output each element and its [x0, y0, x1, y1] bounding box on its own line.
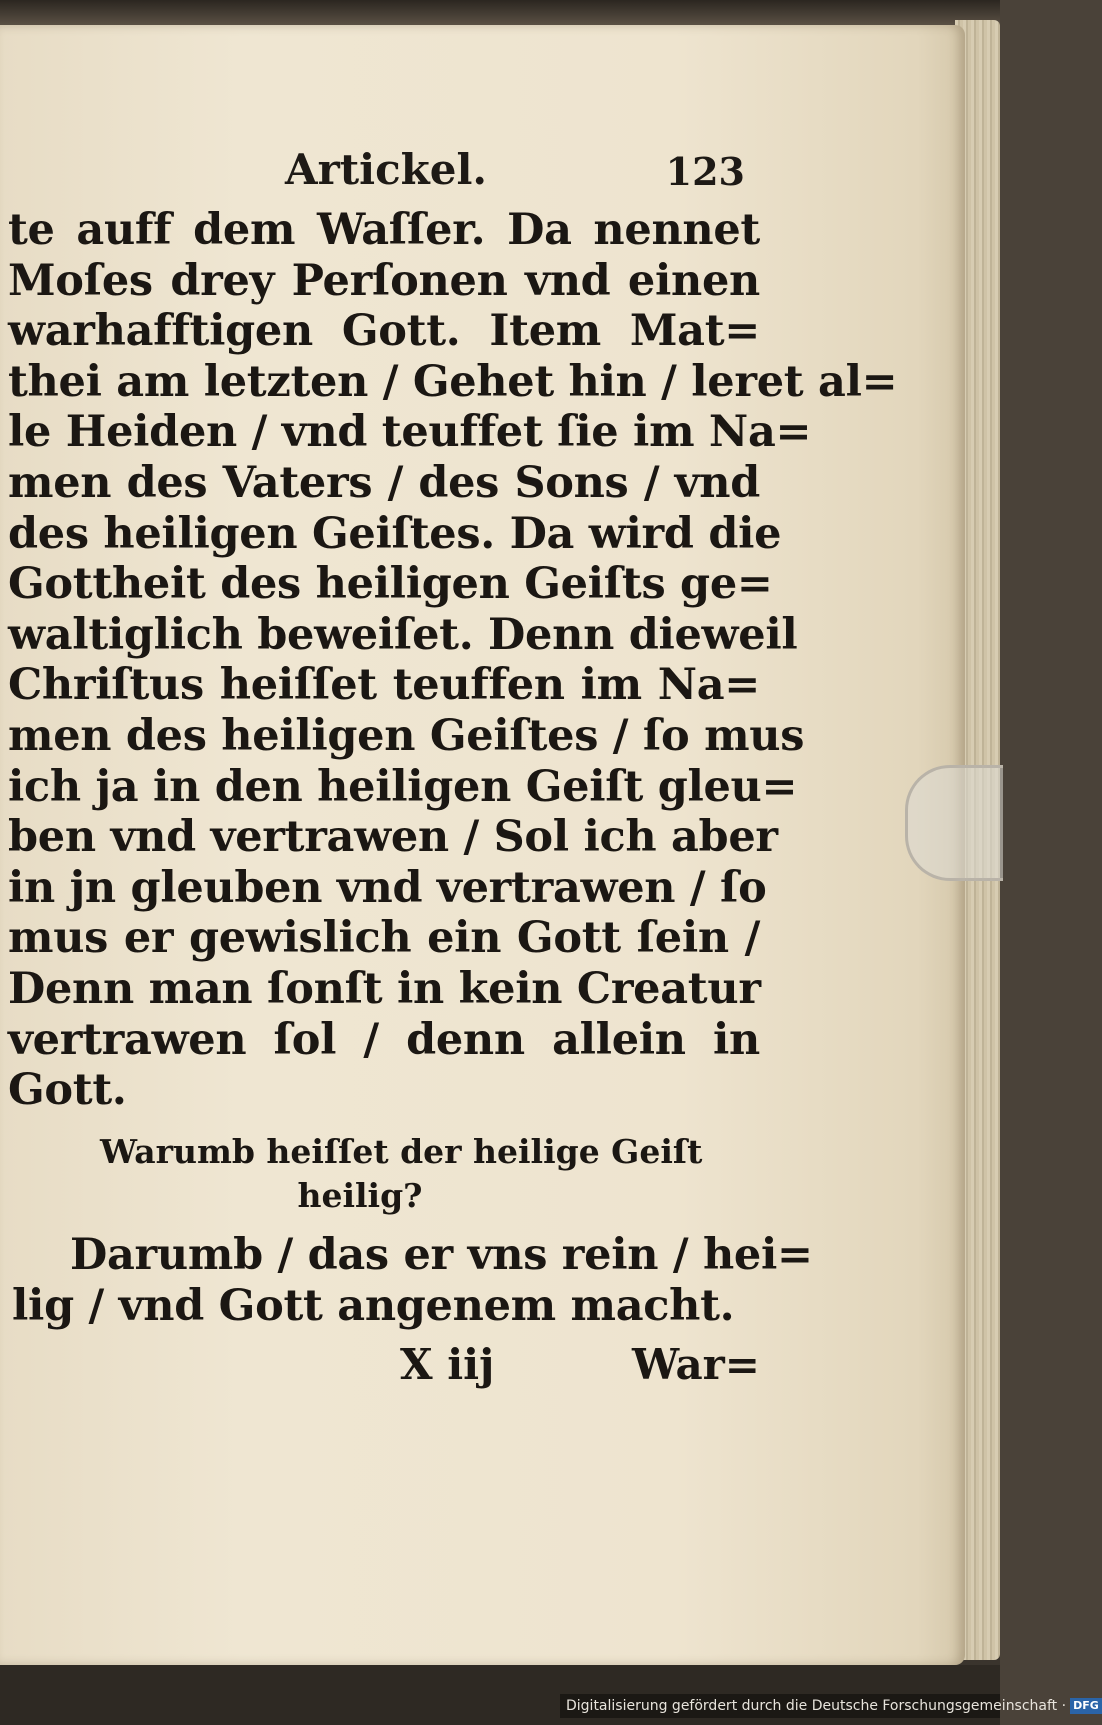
page-number: 123 [665, 149, 745, 194]
text-line: vertrawen ſol / denn allein in [8, 1014, 760, 1065]
text-line: Gottheit des heiligen Geiſts ge= [8, 559, 773, 610]
text-line: des heiligen Geiſtes. Da wird die [8, 508, 782, 559]
page-clip [905, 765, 1003, 881]
text-line: men des heiligen Geiſtes / ſo mus [8, 710, 805, 761]
text-line: Chriſtus heiſſet teuffen im Na= [8, 660, 760, 711]
dfg-logo-icon: DFG [1070, 1698, 1102, 1714]
digitization-credit [560, 1694, 1099, 1718]
body-text [8, 205, 898, 1116]
page-footer [400, 1340, 760, 1390]
answer-text [12, 1230, 813, 1331]
answer-line: Darumb / das er vns rein / hei= [70, 1230, 813, 1280]
text-line: mus er gewislich ein Gott ſein / [8, 913, 760, 964]
signature-mark: X iij [400, 1340, 495, 1389]
answer-line: lig / vnd Gott angenem macht. [12, 1280, 735, 1331]
book-page [0, 25, 965, 1665]
text-line: Moſes drey Perſonen vnd einen [8, 255, 760, 306]
text-line: thei am letzten / Gehet hin / leret al= [8, 356, 898, 407]
text-line: ich ja in den heiligen Geiſt gleu= [8, 761, 798, 812]
text-line: ben vnd vertrawen / Sol ich aber [8, 812, 778, 863]
text-line: warhafftigen Gott. Item Mat= [8, 306, 760, 357]
text-line: waltiglich beweiſet. Denn dieweil [8, 609, 798, 660]
text-line: le Heiden / vnd teuffet ſie im Na= [8, 407, 812, 458]
text-line: Gott. [8, 1065, 127, 1116]
running-head-title: Artickel. [285, 145, 488, 194]
question-heading [100, 1130, 703, 1218]
text-line: te auff dem Waſſer. Da nennet [8, 205, 760, 255]
catchword: War= [631, 1340, 760, 1389]
text-line: men des Vaters / des Sons / vnd [8, 457, 760, 508]
running-head [285, 145, 745, 195]
question-line: Warumb heiſſet der heilige Geiſt [100, 1132, 703, 1171]
text-line: in jn gleuben vnd vertrawen / ſo [8, 862, 767, 913]
text-line: Denn man ſonſt in kein Creatur [8, 963, 761, 1014]
scan-top-border [0, 0, 1000, 25]
question-line: heilig? [297, 1176, 423, 1215]
credit-text: Digitalisierung gefördert durch die Deutsche Forschungsgemeinschaft · [566, 1698, 1067, 1714]
